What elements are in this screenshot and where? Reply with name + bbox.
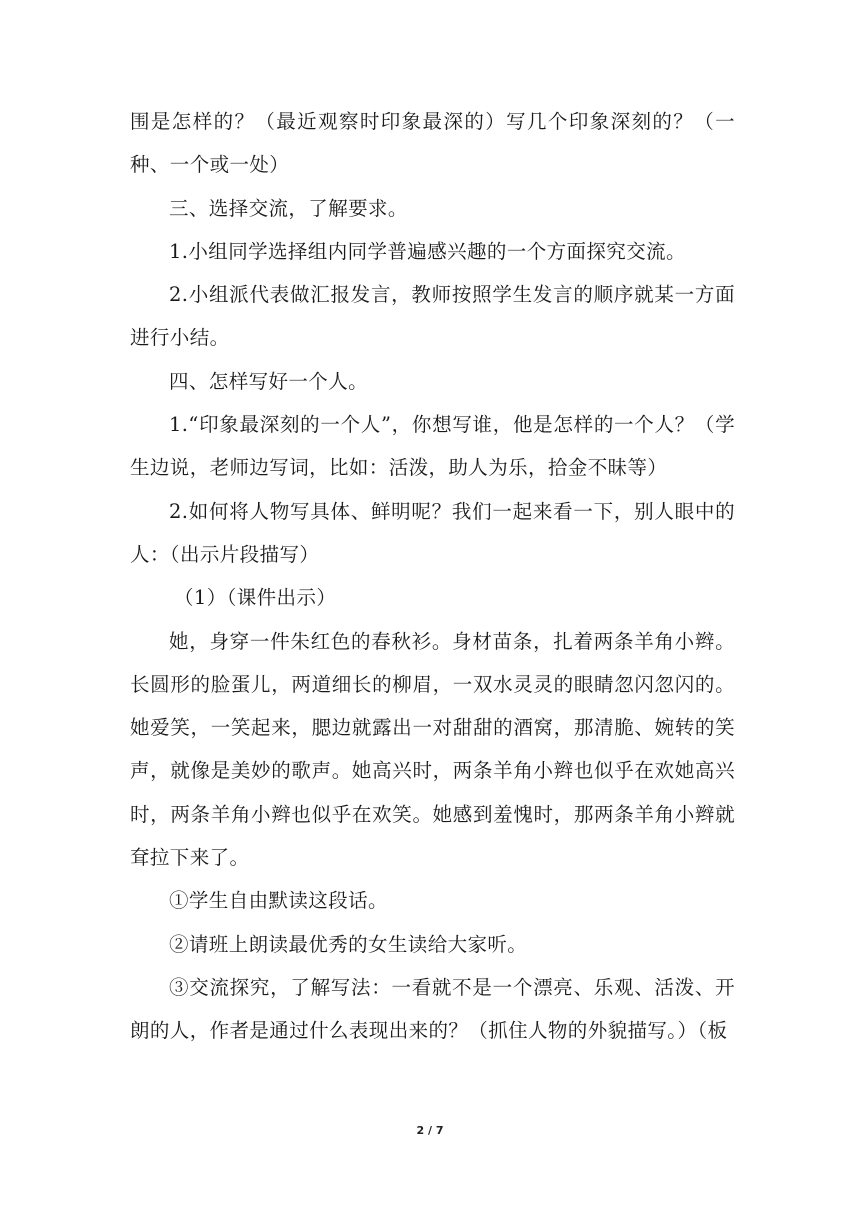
list-item-1-b: 1.“印象最深刻的一个人”，你想写谁，他是怎样的一个人？（学生边说，老师边写词，比如：活泼，助人为乐，拾金不昧等） [130,413,735,480]
list-item-2-b: 2.如何将人物写具体、鲜明呢？我们一起来看一下，别人眼中的人：（出示片段描写） [130,499,735,566]
document-body [130,100,735,1053]
section-heading-three: 三、选择交流，了解要求。 [169,196,408,220]
paragraph-continuation: 围是怎样的？（最近观察时印象最深的）写几个印象深刻的？（一种、一个或一处） [130,110,735,177]
step-item-2: ②请班上朗读最优秀的女生读给大家听。 [169,932,528,956]
excerpt-paragraph: 她，身穿一件朱红色的春秋衫。身材苗条，扎着两条羊角小辫。长圆形的脸蛋儿，两道细长的柳眉，一双水灵灵的眼睛忽闪忽闪的。她爱笑，一笑起来，腮边就露出一对甜甜的酒窝，那清脆、婉转的笑声，就像是美妙的歌声。她高兴时，两条羊角小辫也似乎在欢她高兴时，两条羊角小辫也似乎在欢笑。她感到羞愧时，那两条羊角小辫就耷拉下来了。 [130,629,735,870]
list-item-2: 2.小组派代表做汇报发言，教师按照学生发言的顺序就某一方面进行小结。 [130,283,735,350]
list-item-1: 1.小组同学选择组内同学普遍感兴趣的一个方面探究交流。 [169,239,686,263]
section-heading-four: 四、怎样写好一个人。 [169,369,369,393]
step-item-1: ①学生自由默读这段话。 [169,889,388,913]
step-item-3: ③交流探究，了解写法：一看就不是一个漂亮、乐观、活泼、开朗的人，作者是通过什么表现出来的？（抓住人物的外貌描写。）（板 [130,975,735,1043]
sub-item-1: （1）（课件出示） [174,586,337,610]
page-number: 2 / 7 [416,1124,444,1137]
